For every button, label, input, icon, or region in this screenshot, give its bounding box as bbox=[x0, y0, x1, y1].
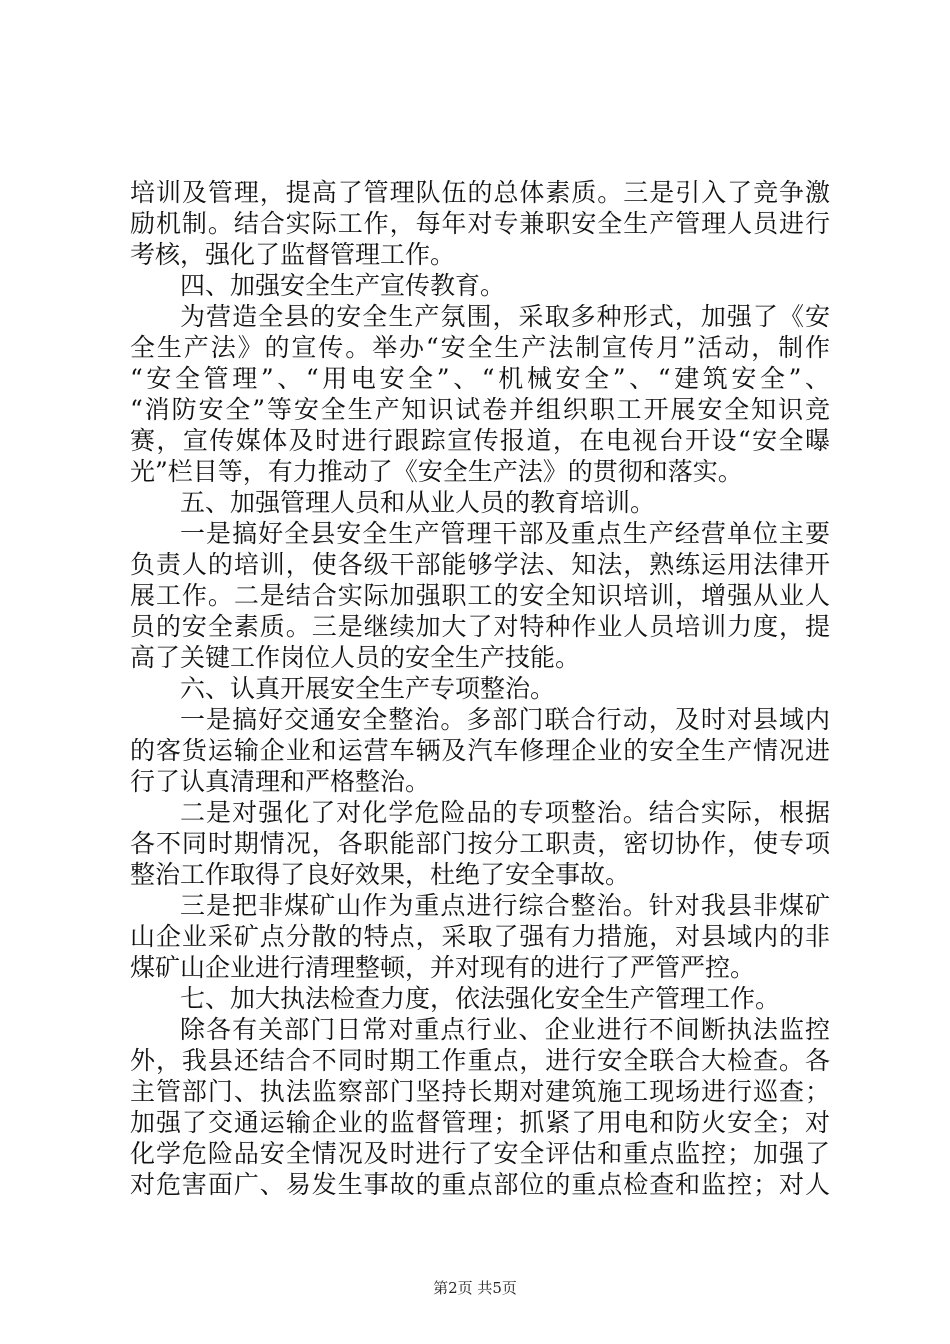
text-line: 高了关键工作岗位人员的安全生产技能。 bbox=[130, 643, 581, 672]
text-line: 对危害面广、易发生事故的重点部位的重点检查和监控；对人 bbox=[130, 1170, 830, 1199]
text-line: 二是对强化了对化学危险品的专项整治。结合实际，根据 bbox=[180, 798, 830, 827]
text-line: 各不同时期情况，各职能部门按分工职责，密切协作，使专项 bbox=[130, 829, 830, 858]
text-line: 考核，强化了监督管理工作。 bbox=[130, 240, 456, 269]
text-line: “安全管理”、“用电安全”、“机械安全”、“建筑安全”、 bbox=[130, 364, 830, 393]
text-line: 为营造全县的安全生产氛围，采取多种形式，加强了《安 bbox=[180, 302, 830, 331]
text-line: 展工作。二是结合实际加强职工的安全知识培训，增强从业人 bbox=[130, 581, 830, 610]
text-line: “消防安全”等安全生产知识试卷并组织职工开展安全知识竞 bbox=[130, 395, 830, 424]
text-line: 光”栏目等，有力推动了《安全生产法》的贯彻和落实。 bbox=[130, 457, 743, 486]
text-line: 整治工作取得了良好效果，杜绝了安全事故。 bbox=[130, 860, 631, 889]
text-line: 一是搞好交通安全整治。多部门联合行动，及时对县域内 bbox=[180, 705, 830, 734]
text-line: 负责人的培训，使各级干部能够学法、知法，熟练运用法律开 bbox=[130, 550, 830, 579]
text-line: 励机制。结合实际工作，每年对专兼职安全生产管理人员进行 bbox=[130, 209, 830, 238]
text-line: 的客货运输企业和运营车辆及汽车修理企业的安全生产情况进 bbox=[130, 736, 830, 765]
text-line: 行了认真清理和严格整治。 bbox=[130, 767, 431, 796]
text-line: 煤矿山企业进行清理整顿，并对现有的进行了严管严控。 bbox=[130, 953, 756, 982]
text-line: 六、认真开展安全生产专项整治。 bbox=[180, 674, 556, 703]
text-line: 外，我县还结合不同时期工作重点，进行安全联合大检查。各 bbox=[130, 1046, 830, 1075]
text-line: 化学危险品安全情况及时进行了安全评估和重点监控；加强了 bbox=[130, 1139, 830, 1168]
text-line: 三是把非煤矿山作为重点进行综合整治。针对我县非煤矿 bbox=[180, 891, 830, 920]
text-line: 加强了交通运输企业的监督管理；抓紧了用电和防火安全；对 bbox=[130, 1108, 830, 1137]
text-line: 七、加大执法检查力度，依法强化安全生产管理工作。 bbox=[180, 984, 781, 1013]
text-line: 四、加强安全生产宣传教育。 bbox=[180, 271, 506, 300]
text-line: 培训及管理，提高了管理队伍的总体素质。三是引入了竞争激 bbox=[130, 178, 830, 207]
text-line: 五、加强管理人员和从业人员的教育培训。 bbox=[180, 488, 656, 517]
text-line: 主管部门、执法监察部门坚持长期对建筑施工现场进行巡查； bbox=[130, 1077, 830, 1106]
text-line: 一是搞好全县安全生产管理干部及重点生产经营单位主要 bbox=[180, 519, 830, 548]
text-line: 员的安全素质。三是继续加大了对特种作业人员培训力度，提 bbox=[130, 612, 830, 641]
page-footer: 第2页 共5页 bbox=[433, 1279, 517, 1297]
document-body bbox=[130, 177, 830, 1200]
text-line: 赛，宣传媒体及时进行跟踪宣传报道，在电视台开设“安全曝 bbox=[130, 426, 830, 455]
text-line: 全生产法》的宣传。举办“安全生产法制宣传月”活动，制作 bbox=[130, 333, 830, 362]
text-line: 山企业采矿点分散的特点，采取了强有力措施，对县域内的非 bbox=[130, 922, 830, 951]
text-line: 除各有关部门日常对重点行业、企业进行不间断执法监控 bbox=[180, 1015, 830, 1044]
